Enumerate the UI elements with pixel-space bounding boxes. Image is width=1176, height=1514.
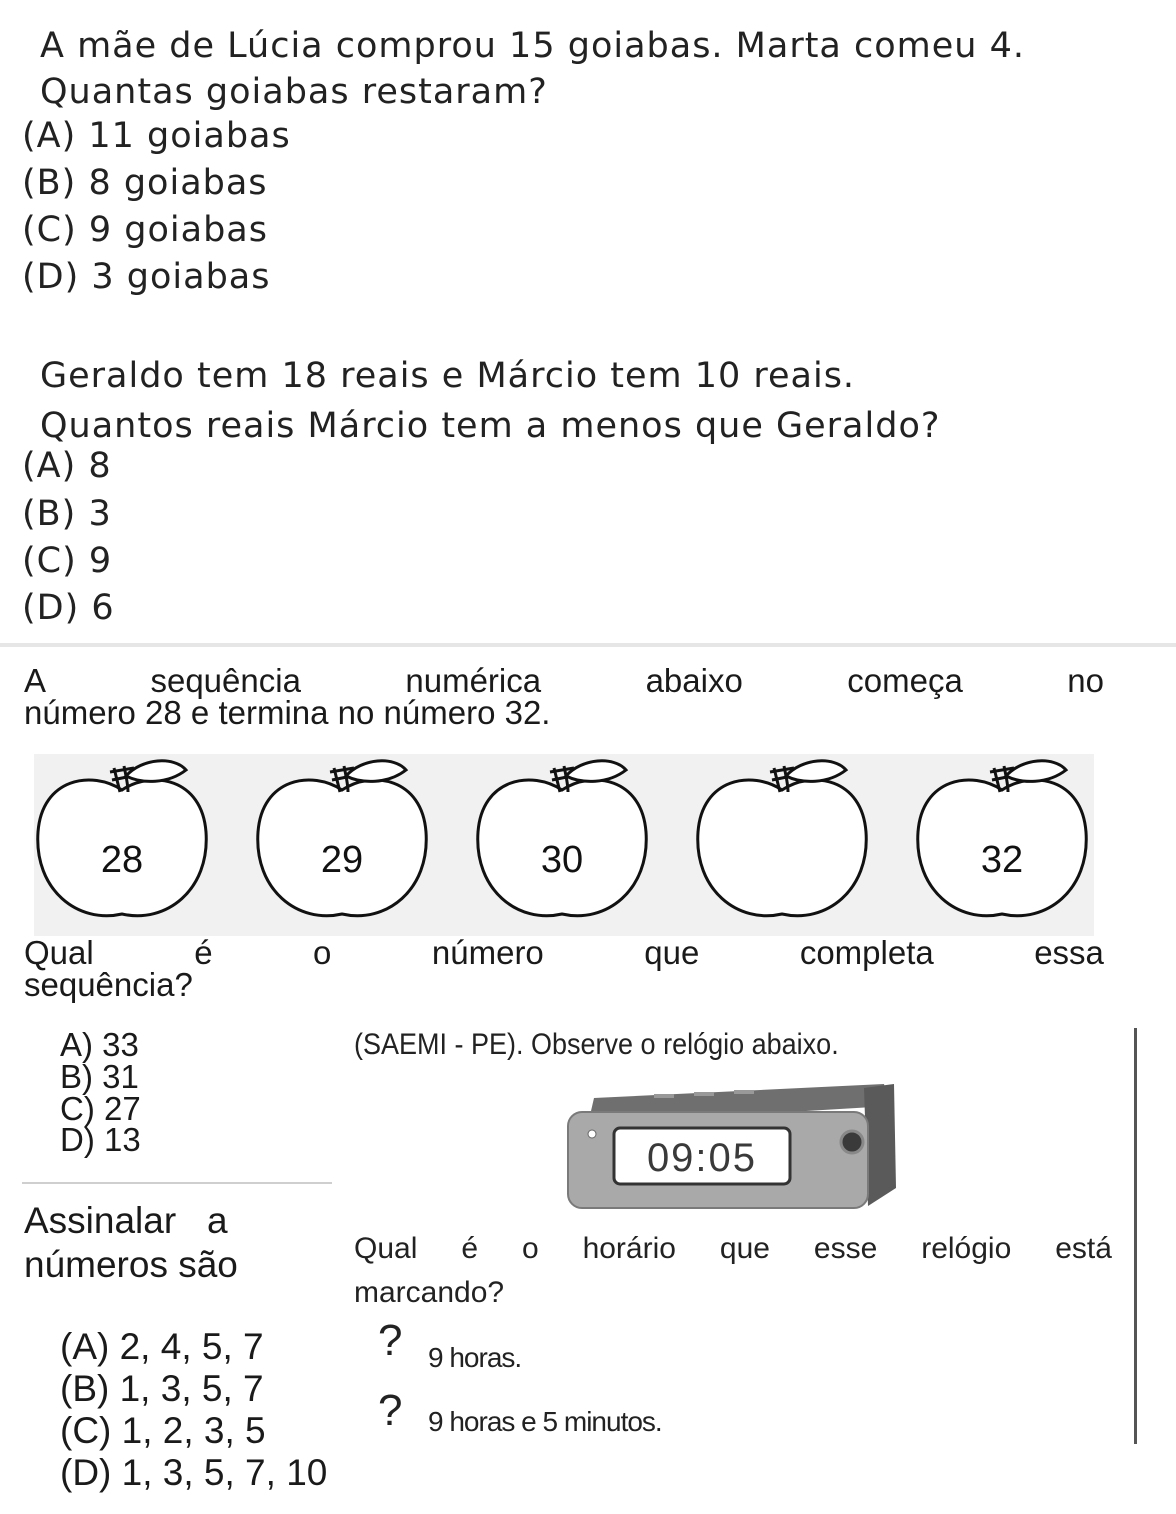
q5-word: o [521,1232,539,1265]
q3-word: começa [847,662,963,699]
section-divider [22,1182,332,1184]
q5-header: (SAEMI - PE). Observe o relógio abaixo. [354,1028,839,1061]
q4-statement-line2: números são [24,1244,238,1285]
q3-word: essa [1034,934,1104,971]
q5-question-line2: marcando? [354,1276,505,1309]
clock-knob [841,1131,863,1153]
q5-word: está [1055,1232,1112,1265]
q3-word: Qual [24,934,94,971]
q5-answer-text[interactable]: 9 horas e 5 minutos. [428,1406,662,1437]
q4-option-d[interactable]: (D) 1, 3, 5, 7, 10 [60,1452,328,1493]
q3-word: abaixo [645,662,743,699]
q1-option-a[interactable]: (A) 11 goiabas [22,116,291,156]
q2-option-c[interactable]: (C) 9 [22,541,113,581]
q2-option-a[interactable]: (A) 8 [22,446,112,486]
q3-word: no [1067,662,1104,699]
apple-number: 32 [980,839,1024,881]
apple-number: 30 [540,839,584,881]
q5-word: esse [813,1232,878,1265]
q3-word: que [644,934,700,971]
panel-right-border [1134,1028,1137,1444]
clock-button [694,1092,714,1096]
q3-option-a[interactable]: A) 33 [60,1026,139,1063]
q1-option-c[interactable]: (C) 9 goiabas [22,210,268,250]
clock-display-time: 09:05 [646,1136,758,1180]
q3-option-d[interactable]: D) 13 [60,1121,141,1158]
q3-statement-line2: número 28 e termina no número 32. [24,694,551,731]
q4-option-a[interactable]: (A) 2, 4, 5, 7 [60,1326,264,1367]
q3-word: A [24,662,47,699]
section-divider [0,643,1176,647]
clock-indicator-light [588,1130,596,1138]
q3-option-c[interactable]: C) 27 [60,1090,141,1127]
q3-word: completa [799,934,934,971]
q5-answer-text[interactable]: 9 horas. [428,1342,522,1373]
clock-button [654,1094,674,1098]
clock-button [734,1090,754,1094]
q5-word: que [719,1232,770,1265]
q2-question: Quantos reais Márcio tem a menos que Geraldo? [40,406,941,446]
q4-option-c[interactable]: (C) 1, 2, 3, 5 [60,1410,266,1451]
q5-word: Qual [354,1232,418,1265]
apple-sequence-figure [34,754,1094,936]
q5-word: horário [582,1232,676,1265]
apple-body [698,780,867,916]
q4-statement-line1: Assinalar a [24,1200,228,1241]
q1-option-b[interactable]: (B) 8 goiabas [22,163,268,203]
q3-word: número [431,934,544,971]
q3-question-line2: sequência? [24,966,193,1003]
q3-option-b[interactable]: B) 31 [60,1058,139,1095]
q1-statement: A mãe de Lúcia comprou 15 goiabas. Marta comeu 4. [40,26,1025,66]
q4-option-b[interactable]: (B) 1, 3, 5, 7 [60,1368,264,1409]
q3-word: numérica [405,662,542,699]
q3-word: o [313,934,332,971]
q5-question-line1 [354,1232,1112,1266]
apple-number: 29 [320,839,364,881]
q1-question: Quantas goiabas restaram? [40,72,548,112]
apple-number: 28 [100,839,144,881]
q3-word: é [194,934,213,971]
q5-answer-mark[interactable]: ? [378,1316,403,1365]
q5-word: é [461,1232,478,1265]
q2-option-b[interactable]: (B) 3 [22,494,112,534]
q5-word: relógio [921,1232,1012,1265]
q2-statement: Geraldo tem 18 reais e Márcio tem 10 reais. [40,356,856,396]
q5-answer-mark[interactable]: ? [378,1386,403,1435]
q2-option-d[interactable]: (D) 6 [22,588,115,628]
alarm-clock-illustration [564,1078,904,1218]
q3-word: sequência [150,662,301,699]
q1-option-d[interactable]: (D) 3 goiabas [22,257,271,297]
